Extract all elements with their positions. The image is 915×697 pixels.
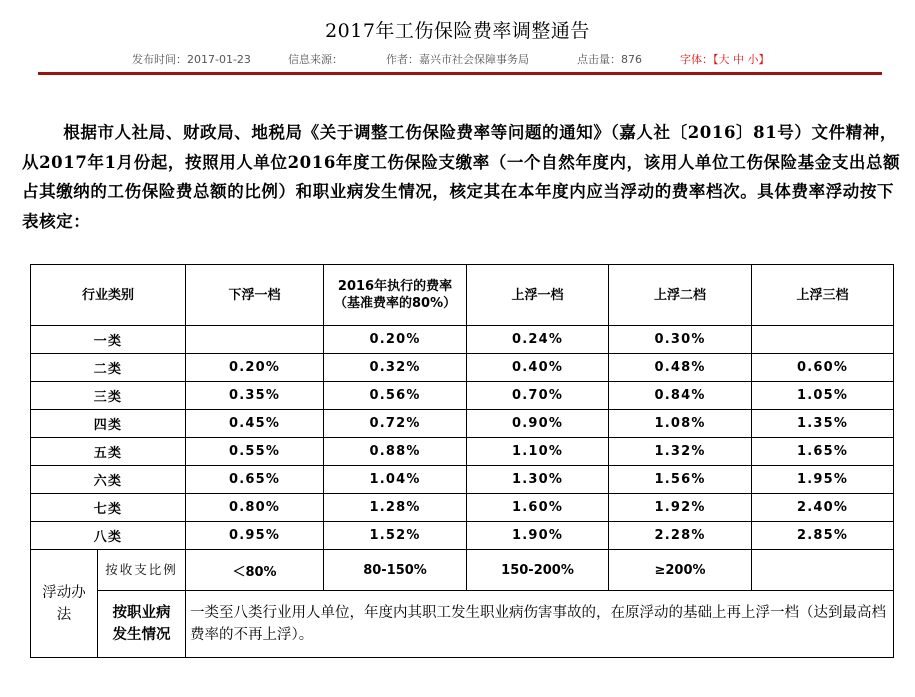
page-title: 2017年工伤保险费率调整通告	[325, 20, 590, 42]
down1-cell	[186, 326, 324, 354]
up1-cell: 1.90%	[467, 522, 609, 550]
category-cell: 三类	[31, 382, 186, 410]
font-size-switcher[interactable]: 字体：【大 中 小】	[680, 53, 770, 66]
up2-cell: 0.30%	[609, 326, 752, 354]
up3-cell: 2.85%	[752, 522, 894, 550]
float-ratio-row	[31, 550, 894, 591]
base-cell: 1.04%	[324, 466, 467, 494]
table-row	[31, 382, 894, 410]
down1-cell: 0.45%	[186, 410, 324, 438]
up2-cell: 1.56%	[609, 466, 752, 494]
by-disease-text: 一类至八类行业用人单位，年度内其职工发生职业病伤害事故的，在原浮动的基础上再上浮一档（达到最高档费率的不再上浮）。	[186, 591, 894, 658]
up3-cell: 1.95%	[752, 466, 894, 494]
header-category: 行业类别	[31, 265, 186, 326]
table-row	[31, 466, 894, 494]
up1-cell: 1.60%	[467, 494, 609, 522]
up1-cell: 1.30%	[467, 466, 609, 494]
up2-cell: 1.08%	[609, 410, 752, 438]
table-row	[31, 326, 894, 354]
header-down1: 下浮一档	[186, 265, 324, 326]
header-base: 2016年执行的费率（基准费率的80%）	[324, 265, 467, 326]
down1-cell: 0.35%	[186, 382, 324, 410]
down1-cell: 0.55%	[186, 438, 324, 466]
table-row	[31, 522, 894, 550]
base-cell: 0.32%	[324, 354, 467, 382]
up2-cell: 0.84%	[609, 382, 752, 410]
float-method-label: 浮动办法	[31, 550, 98, 658]
float-disease-row	[31, 591, 894, 658]
rate-table	[30, 264, 894, 658]
up1-cell: 0.90%	[467, 410, 609, 438]
up1-cell: 0.70%	[467, 382, 609, 410]
ratio-up1-cell: 150-200%	[467, 550, 609, 591]
ratio-base-cell: 80-150%	[324, 550, 467, 591]
up1-cell: 0.40%	[467, 354, 609, 382]
up2-cell: 2.28%	[609, 522, 752, 550]
base-cell: 0.88%	[324, 438, 467, 466]
category-cell: 八类	[31, 522, 186, 550]
category-cell: 一类	[31, 326, 186, 354]
header-up1: 上浮一档	[467, 265, 609, 326]
base-cell: 0.72%	[324, 410, 467, 438]
base-cell: 0.20%	[324, 326, 467, 354]
up3-cell: 2.40%	[752, 494, 894, 522]
by-ratio-label: 按收支比例	[98, 550, 186, 591]
header-up3: 上浮三档	[752, 265, 894, 326]
table-row	[31, 410, 894, 438]
base-cell: 0.56%	[324, 382, 467, 410]
table-header-row	[31, 265, 894, 326]
hit-count: 点击量：876	[577, 53, 642, 66]
down1-cell: 0.65%	[186, 466, 324, 494]
base-cell: 1.28%	[324, 494, 467, 522]
title-divider	[38, 72, 882, 75]
up3-cell: 1.35%	[752, 410, 894, 438]
category-cell: 二类	[31, 354, 186, 382]
by-disease-label: 按职业病发生情况	[98, 591, 186, 658]
header-up2: 上浮二档	[609, 265, 752, 326]
up1-cell: 1.10%	[467, 438, 609, 466]
author: 作者：嘉兴市社会保障事务局	[386, 53, 529, 66]
publish-time: 发布时间：2017-01-23	[132, 53, 251, 66]
up1-cell: 0.24%	[467, 326, 609, 354]
table-row	[31, 354, 894, 382]
table-row	[31, 494, 894, 522]
up3-cell	[752, 326, 894, 354]
category-cell: 四类	[31, 410, 186, 438]
up2-cell: 1.92%	[609, 494, 752, 522]
down1-cell: 0.20%	[186, 354, 324, 382]
category-cell: 五类	[31, 438, 186, 466]
down1-cell: 0.95%	[186, 522, 324, 550]
down1-cell: 0.80%	[186, 494, 324, 522]
article-paragraph: 根据市人社局、财政局、地税局《关于调整工伤保险费率等问题的通知》（嘉人社〔2016〕81号）文件精神，从2017年1月份起，按照用人单位2016年度工伤保险支缴率（一个自然年度内，该用人单位工伤保险基金支出总额占其缴纳的工伤保险费总额的比例）和职业病发生情况，核定其在本年度内应当浮动的费率档次。具体费率浮动按下表核定：	[22, 123, 901, 231]
up2-cell: 0.48%	[609, 354, 752, 382]
ratio-up2-cell: ≥200%	[609, 550, 752, 591]
up2-cell: 1.32%	[609, 438, 752, 466]
up3-cell: 1.65%	[752, 438, 894, 466]
up3-cell: 1.05%	[752, 382, 894, 410]
ratio-down1-cell: ＜80%	[186, 550, 324, 591]
category-cell: 七类	[31, 494, 186, 522]
ratio-up3-cell	[752, 550, 894, 591]
info-source: 信息来源：	[288, 53, 343, 66]
base-cell: 1.52%	[324, 522, 467, 550]
up3-cell: 0.60%	[752, 354, 894, 382]
category-cell: 六类	[31, 466, 186, 494]
table-row	[31, 438, 894, 466]
